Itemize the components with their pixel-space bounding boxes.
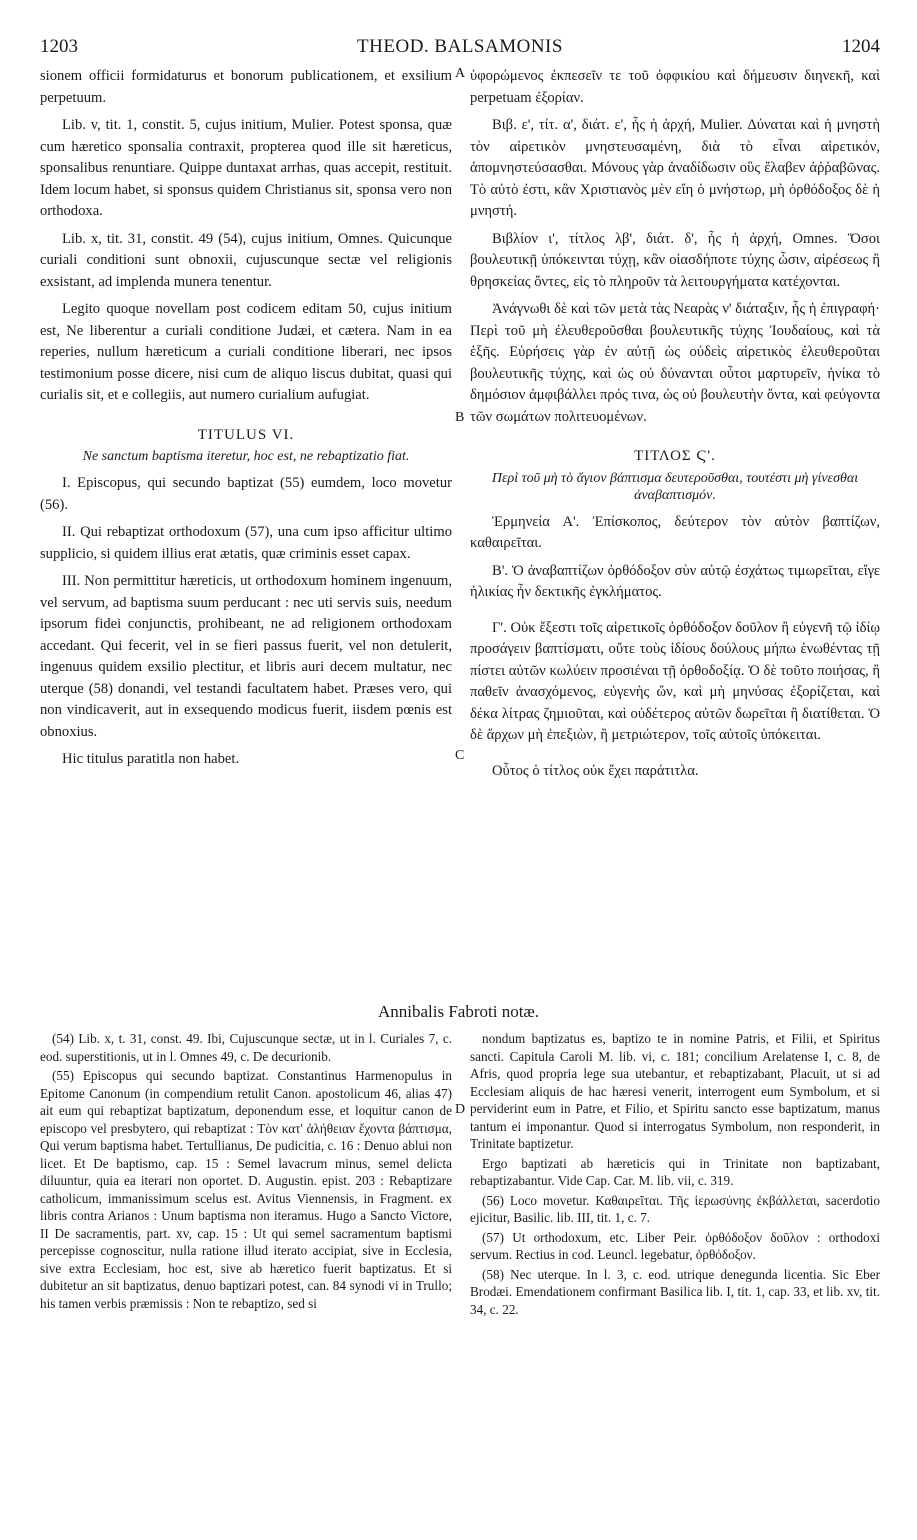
page-header bbox=[40, 36, 880, 64]
greek-subtitle: Περὶ τοῦ μὴ τὸ ἅγιον βάπτισμα δευτεροῦσθαι, τουτέστι μὴ γίνεσθαι ἀναβαπτισμόν. bbox=[491, 470, 859, 503]
greek-canon: Β'. Ὁ ἀναβαπτίζων ὀρθόδοξον σὺν αὐτῷ ἐσχάτως τιμωρεῖται, εἴγε ἡλικίας ἦν δεκτικῆς ἐγκλήματος. bbox=[470, 562, 880, 600]
latin-paragraph: Legito quoque novellam post codicem editam 50, cujus initium est, Ne liberentur a curiali conditione Judæi, et cætera. Nam in ea reperies, nullum hæreticum a curiali conditione liberari, nec ipsos testimonium posse dicere, nisi cum de aliquo liscus dubitat, quasi qui curialis sit, et e collegiis, aut numero curialium aufugiat. bbox=[40, 301, 452, 403]
page-number-right: 1204 bbox=[842, 36, 880, 57]
note-item: (57) Ut orthodoxum, etc. Liber Peir. ὀρθόδοξον δοῦλον : orthodoxi servum. Rectius in cod. Leuncl. legebatur, ὀρθόδοξον. bbox=[470, 1229, 880, 1262]
margin-letter-a: A bbox=[455, 66, 466, 81]
margin-letter-d: D bbox=[455, 1102, 466, 1117]
note-item: (54) Lib. x, t. 31, const. 49. Ibi, Cujuscunque sectæ, ut in l. Curiales 7, c. eod. superstitionis, ut in l. Omnes 49, c. De decurionib. bbox=[40, 1031, 452, 1064]
greek-title: ΤΙΤΛΟΣ Ϛ'. bbox=[634, 448, 716, 464]
greek-paragraph: Βιβ. ε', τίτ. α', διάτ. ε', ἧς ἡ ἀρχή, Mulier. Δύναται καὶ ἡ μνηστὴ τὸν αἱρετικὸν μνηστευσαμένη, διὰ τὸ εἶναι αἱρετικόν, ἀπομνηστεύσασθαι. Μόνους γὰρ ἀναδίδωσιν οὓς ἔλαβεν ἀῤῥαβῶνας. Τὸ αὐτὸ ἐστι, κἂν Χριστιανὸς μὲν εἴη ὁ μνήστωρ, μὴ ὀρθόδοξος δὲ ἡ μνηστή. bbox=[470, 117, 880, 219]
latin-closing: Hic titulus paratitla non habet. bbox=[62, 751, 240, 767]
note-item: nondum baptizatus es, baptizo te in nomine Patris, et Filii, et Spiritus sancti. Capitula Caroli M. lib. vi, c. 181; concilium Arelatense I, c. 8, de Afris, quod propria lege sua utebantur, et rebaptizabant, Placuit, ut si ad Ecclesiam aliquis de hac hæresi venerit, interrogent eum Symbolum, et si perviderint eum in Patre, et Filio, et Spiritu sancto esse baptizatum, manus tantum ei imponantur. Quod si interrogatus Symbolum, non responderit, in Trinitate baptizetur. bbox=[470, 1031, 880, 1151]
latin-canon: II. Qui rebaptizat orthodoxum (57), una cum ipso afficitur ultimo supplicio, si quidem illius erat ætatis, quæ criminis esset capax. bbox=[40, 524, 452, 562]
note-item: (58) Nec uterque. In l. 3, c. eod. utrique denegunda licentia. Sic Eber Brodæi. Emendationem confirmant Basilica lib. I, tit. 1, cap. 33, et lib. xv, tit. 34, c. 22. bbox=[470, 1266, 880, 1317]
latin-column bbox=[40, 66, 452, 771]
notes-right-column bbox=[470, 1030, 880, 1320]
note-item: Ergo baptizati ab hæreticis qui in Trinitate non baptizabant, rebaptizabantur. Vide Cap. Car. M. lib. vii, c. 319. bbox=[470, 1155, 880, 1188]
running-title: THEOD. BALSAMONIS bbox=[357, 36, 563, 57]
margin-letter-b: B bbox=[455, 410, 465, 425]
latin-paragraph: sionem officii formidaturus et bonorum publicationem, et exsilium perpetuum. bbox=[40, 68, 452, 106]
notes-left-column bbox=[40, 1030, 452, 1314]
greek-paragraph: Ἀνάγνωθι δὲ καὶ τῶν μετὰ τὰς Νεαρὰς ν' διάταξιν, ἧς ἡ ἐπιγραφή· Περὶ τοῦ μὴ ἐλευθεροῦσθαι βουλευτικῆς τύχης Ἰουδαίους, καὶ τὰ ἑξῆς. Εὑρήσεις γὰρ ἐν αὐτῇ ὡς οὐδεὶς αἱρετικὸς ἐλευθεροῦται βουλευτικῆς τύχης, καὶ ὡς οὐ δύνανται οὗτοι μαρτυρεῖν, ἡνίκα τὸ δημόσιον ἀμφιβάλλει πρός τινα, ὡς οὐ βουλευτὴν ὄντα, καὶ φεύγοντα τῶν σωμάτων πολιτευομένων. bbox=[470, 301, 880, 425]
latin-paragraph: Lib. x, tit. 31, constit. 49 (54), cujus initium, Omnes. Quicunque curiali conditioni sunt obnoxii, cujuscunque sectæ vel religionis exsistant, ad implenda munera tenentur. bbox=[40, 230, 452, 290]
latin-canon: III. Non permittitur hæreticis, ut orthodoxum hominem ingenuum, vel servum, ad baptisma suum perducant : nec uti servis suis, needum ipsorum fidei conjunctis, prohibeant, ne ad religionem orthodoxam accedant. Qui fecerit, vel in se fieri passus fuerit, vel non detulerit, ingenuus quidem exsilio plectitur, et libris auri decem multatur, nec uterque (58) donandi, vel testandi facultatem habet. Præses vero, qui non vindicaverit, aut in exsequendo modicus fuerit, iisdem pœnis est obnoxius. bbox=[40, 573, 452, 740]
latin-canon: I. Episcopus, qui secundo baptizat (55) eumdem, loco movetur (56). bbox=[40, 475, 452, 513]
greek-column bbox=[470, 66, 880, 782]
latin-title: TITULUS VI. bbox=[197, 426, 295, 443]
note-item: (55) Episcopus qui secundo baptizat. Constantinus Harmenopulus in Epitome Canonum (in compendium retulit Canon. apostolicum 46, alias 47) ait eum qui rebaptizat baptizatum, deponendum esse, et loquitur canon de episcopo vel presbytero, qui rebaptizat : Τὸν κατ' ἀλήθειαν ἔχοντα βάπτισμα, Qui verum baptisma habet. Tertullianus, De pudicitia, c. 16 : Denuo ablui non licet. Et De baptismo, cap. 15 : Semel lavacrum minus, semel delicta diluuntur, quia ea iterari non oportet. D. Augustin. epist. 203 : Rebaptizare catholicum, immanissimum scelus est. Avitus Viennensis, in Fragment. ex libris contra Arianos : Unum baptisma non iteramus. Hugo a Sancto Victore, II De sacramentis, part. xv, cap. 15 : Ut qui semel sacramentum baptismi percepisse cognoscitur, nulla ratione illud iterato accipiat, sive in Ecclesia, sive extra Ecclesiam, hoc est, sive ab hæretico fuerit baptizatus. Et si dubitetur an sit baptizatus, denuo baptizari potest, can. 84 synodi vi in Trullo; his tamen verbis præmissis : Non te rebaptizo, sed si bbox=[40, 1068, 452, 1311]
greek-paragraph: ὑφορώμενος ἐκπεσεῖν τε τοῦ ὀφφικίου καὶ δήμευσιν διηνεκῆ, καὶ perpetuam ἐξορίαν. bbox=[470, 68, 880, 106]
greek-canon: Ἑρμηνεία Α'. Ἐπίσκοπος, δεύτερον τὸν αὐτὸν βαπτίζων, καθαιρεῖται. bbox=[470, 513, 880, 551]
latin-paragraph: Lib. v, tit. 1, constit. 5, cujus initium, Mulier. Potest sponsa, quæ cum hæretico sponsalia contraxit, propterea quod ille sit hæreticus, sponsalibus renuntiare. Quippe duntaxat arrhas, quas accepit, restituit. Idem locum habet, si sponsus quidem Christianus sit, sponsa vero non orthodoxa. bbox=[40, 117, 452, 219]
greek-paragraph: Βιβλίον ι', τίτλος λβ', διάτ. δ', ἧς ἡ ἀρχή, Omnes. Ὅσοι βουλευτικῇ ὑπόκεινται τύχῃ, κἂν οἱασδήποτε τύχης ὦσιν, αἱρέσεως ἢ θρησκείας ὄντες, εἰς τὸ πληροῦν τὰ λειτουργήματα κατέχονται. bbox=[470, 230, 880, 290]
page-number-left: 1203 bbox=[40, 36, 78, 57]
margin-letter-c: C bbox=[455, 748, 465, 763]
notes-heading: Annibalis Fabroti notæ. bbox=[377, 1002, 540, 1021]
greek-canon: Γ'. Οὐκ ἔξεστι τοῖς αἱρετικοῖς ὀρθόδοξον δοῦλον ἢ εὐγενῆ τῷ ἰδίῳ προσάγειν βαπτίσματι, οὔτε τοὺς ἰδίους δούλους μήπω ἑνωθέντας τῇ πίστει αὐτῶν κωλύειν προσιέναι τῇ ὀρθοδοξίᾳ. Ὁ δὲ τοῦτο ποιήσας, ἢ παθεῖν ἀνασχόμενος, εὐγενὴς ὤν, καὶ μὴ μηνύσας ἐξορίζεται, καὶ δέκα λίτρας ζημιοῦται, καὶ οὐδέτερος αὐτῶν δωρεῖται ἢ διατίθεται. Ὁ δὲ ἄρχων μὴ ἐπεξιὼν, ἢ μετριώτερον, τοῖς αὐτοῖς ὑπόκειται. bbox=[470, 619, 880, 743]
greek-closing: Οὗτος ὁ τίτλος οὐκ ἔχει παράτιτλα. bbox=[492, 762, 699, 779]
latin-subtitle: Ne sanctum baptisma iteretur, hoc est, ne rebaptizatio fiat. bbox=[82, 449, 410, 464]
note-item: (56) Loco movetur. Καθαιρεῖται. Τῆς ἱερωσύνης ἐκβάλλεται, sacerdotio ejicitur, Basilic. lib. III, tit. 1, c. 7. bbox=[470, 1192, 880, 1225]
